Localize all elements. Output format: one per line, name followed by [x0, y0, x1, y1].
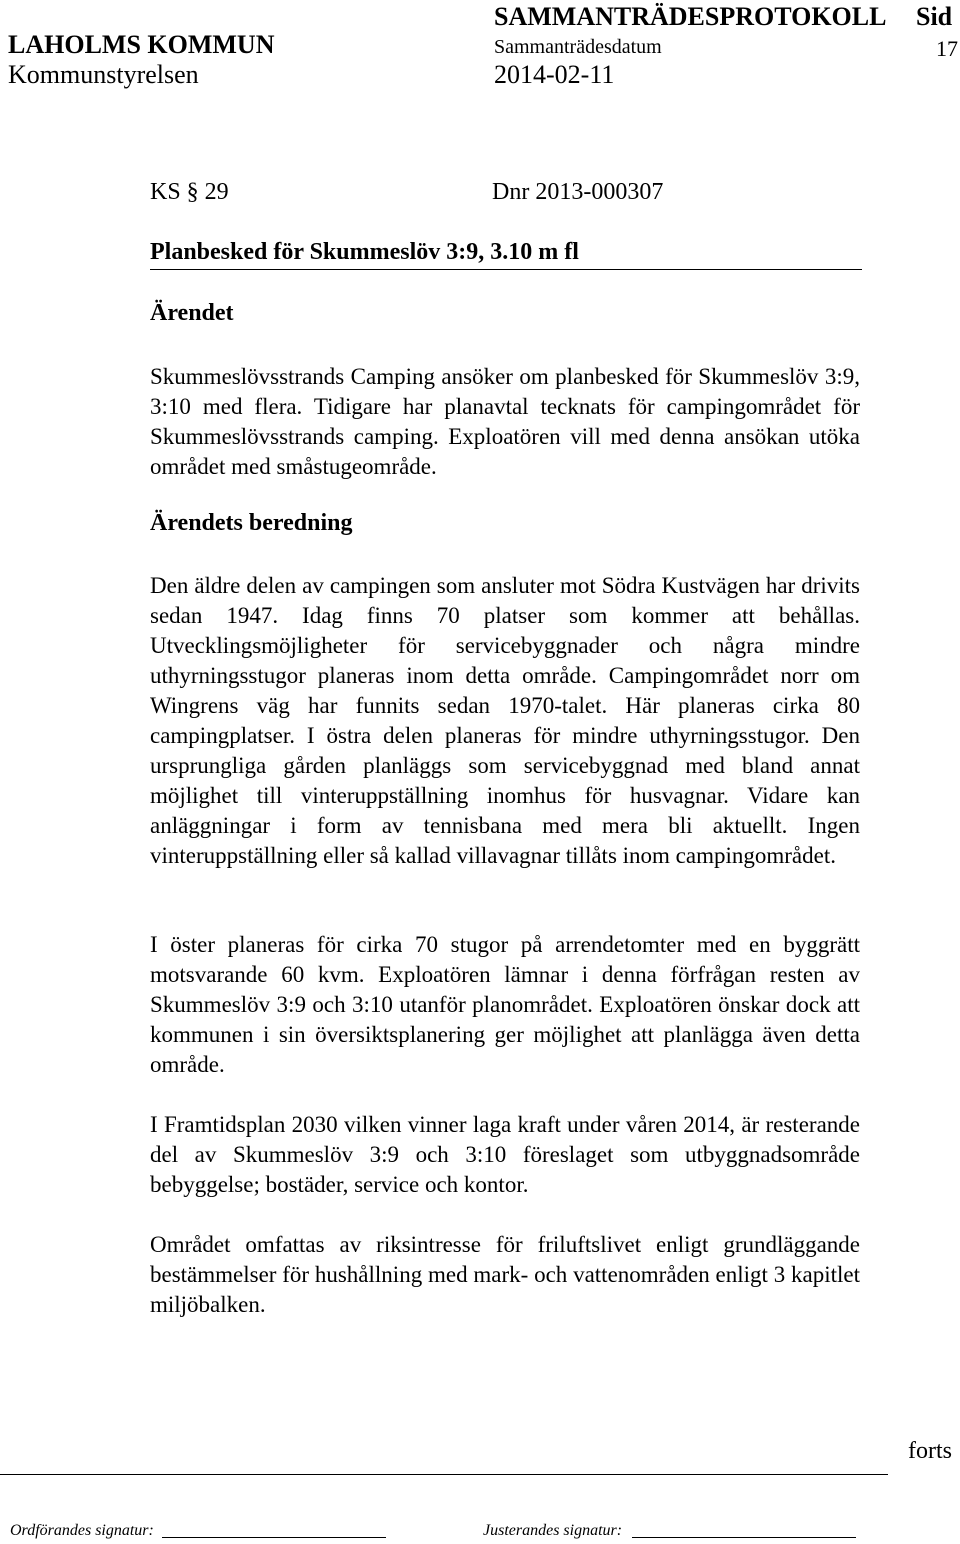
continues-marker: forts — [908, 1438, 952, 1464]
paragraph-beredning-4: Området omfattas av riksintresse för friluftslivet enligt grundläggande bestämmelser för hushållning med mark- och vattenområden enligt 3 kapitlet miljöbalken. — [150, 1232, 860, 1317]
case-id: KS § 29 — [150, 179, 229, 205]
paragraph-beredning-1: Den äldre delen av campingen som ansluter mot Södra Kustvägen har drivits sedan 1947. Idag finns 70 platser som kommer att behållas. Utvecklingsmöjligheter för servicebyggnader och några mindre uthyrningsstugor planeras inom detta område. Campingområdet norr om Wingrens väg har funnits sedan 1970-talet. Här planeras cirka 80 campingplatser. I östra delen planeras för mindre uthyrningsstugor. Den ursprungliga gården planläggs som servicebyggnad med bland annat möjlighet till vinteruppställning inomhus för husvagnar. Vidare kan anläggningar i form av tennisbana med mera bli aktuellt. Ingen vinteruppställning eller så kallad villavagnar tillåts inom campingområdet. — [150, 573, 860, 868]
page-number: 17 — [936, 36, 958, 61]
meeting-date: 2014-02-11 — [494, 60, 615, 89]
paragraph-beredning-2: I öster planeras för cirka 70 stugor på arrendetomter med en byggrätt motsvarande 60 kvm. Exploatören lämnar i denna förfrågan resten av Skummeslöv 3:9 och 3:10 utanför planområdet. Exploatören önskar dock att kommunen i sin översiktsplanering ger möjlighet att planlägga även detta område. — [150, 932, 860, 1077]
document-type: SAMMANTRÄDESPROTOKOLL — [494, 2, 887, 31]
chair-signature-line — [162, 1537, 386, 1538]
board-name: Kommunstyrelsen — [8, 60, 199, 89]
section-heading-arendet: Ärendet — [150, 300, 234, 326]
paragraph-arendet: Skummeslövsstrands Camping ansöker om planbesked för Skummeslöv 3:9, 3:10 med flera. Tidigare har planavtal tecknats för campingområdet för Skummeslövsstrands camping. Exploatören vill med denna ansökan utöka området med småstugeområde. — [150, 364, 860, 479]
case-dnr: Dnr 2013-000307 — [492, 179, 664, 205]
chair-signature-label: Ordförandes signatur: — [10, 1522, 154, 1539]
section-heading-beredning: Ärendets beredning — [150, 510, 353, 536]
paragraph-beredning-3: I Framtidsplan 2030 vilken vinner laga kraft under våren 2014, är resterande del av Skummeslöv 3:9 och 3:10 föreslaget som utbyggnadsområde bebyggelse; bostäder, service och kontor. — [150, 1112, 860, 1197]
footer-divider — [0, 1474, 888, 1475]
page-label: Sid — [916, 2, 953, 31]
title-underline — [150, 269, 862, 270]
meeting-date-label: Sammanträdesdatum — [494, 36, 662, 58]
case-title: Planbesked för Skummeslöv 3:9, 3.10 m fl — [150, 239, 579, 265]
adjuster-signature-label: Justerandes signatur: — [483, 1522, 623, 1539]
adjuster-signature-line — [632, 1537, 856, 1538]
organization-name: LAHOLMS KOMMUN — [8, 30, 275, 59]
